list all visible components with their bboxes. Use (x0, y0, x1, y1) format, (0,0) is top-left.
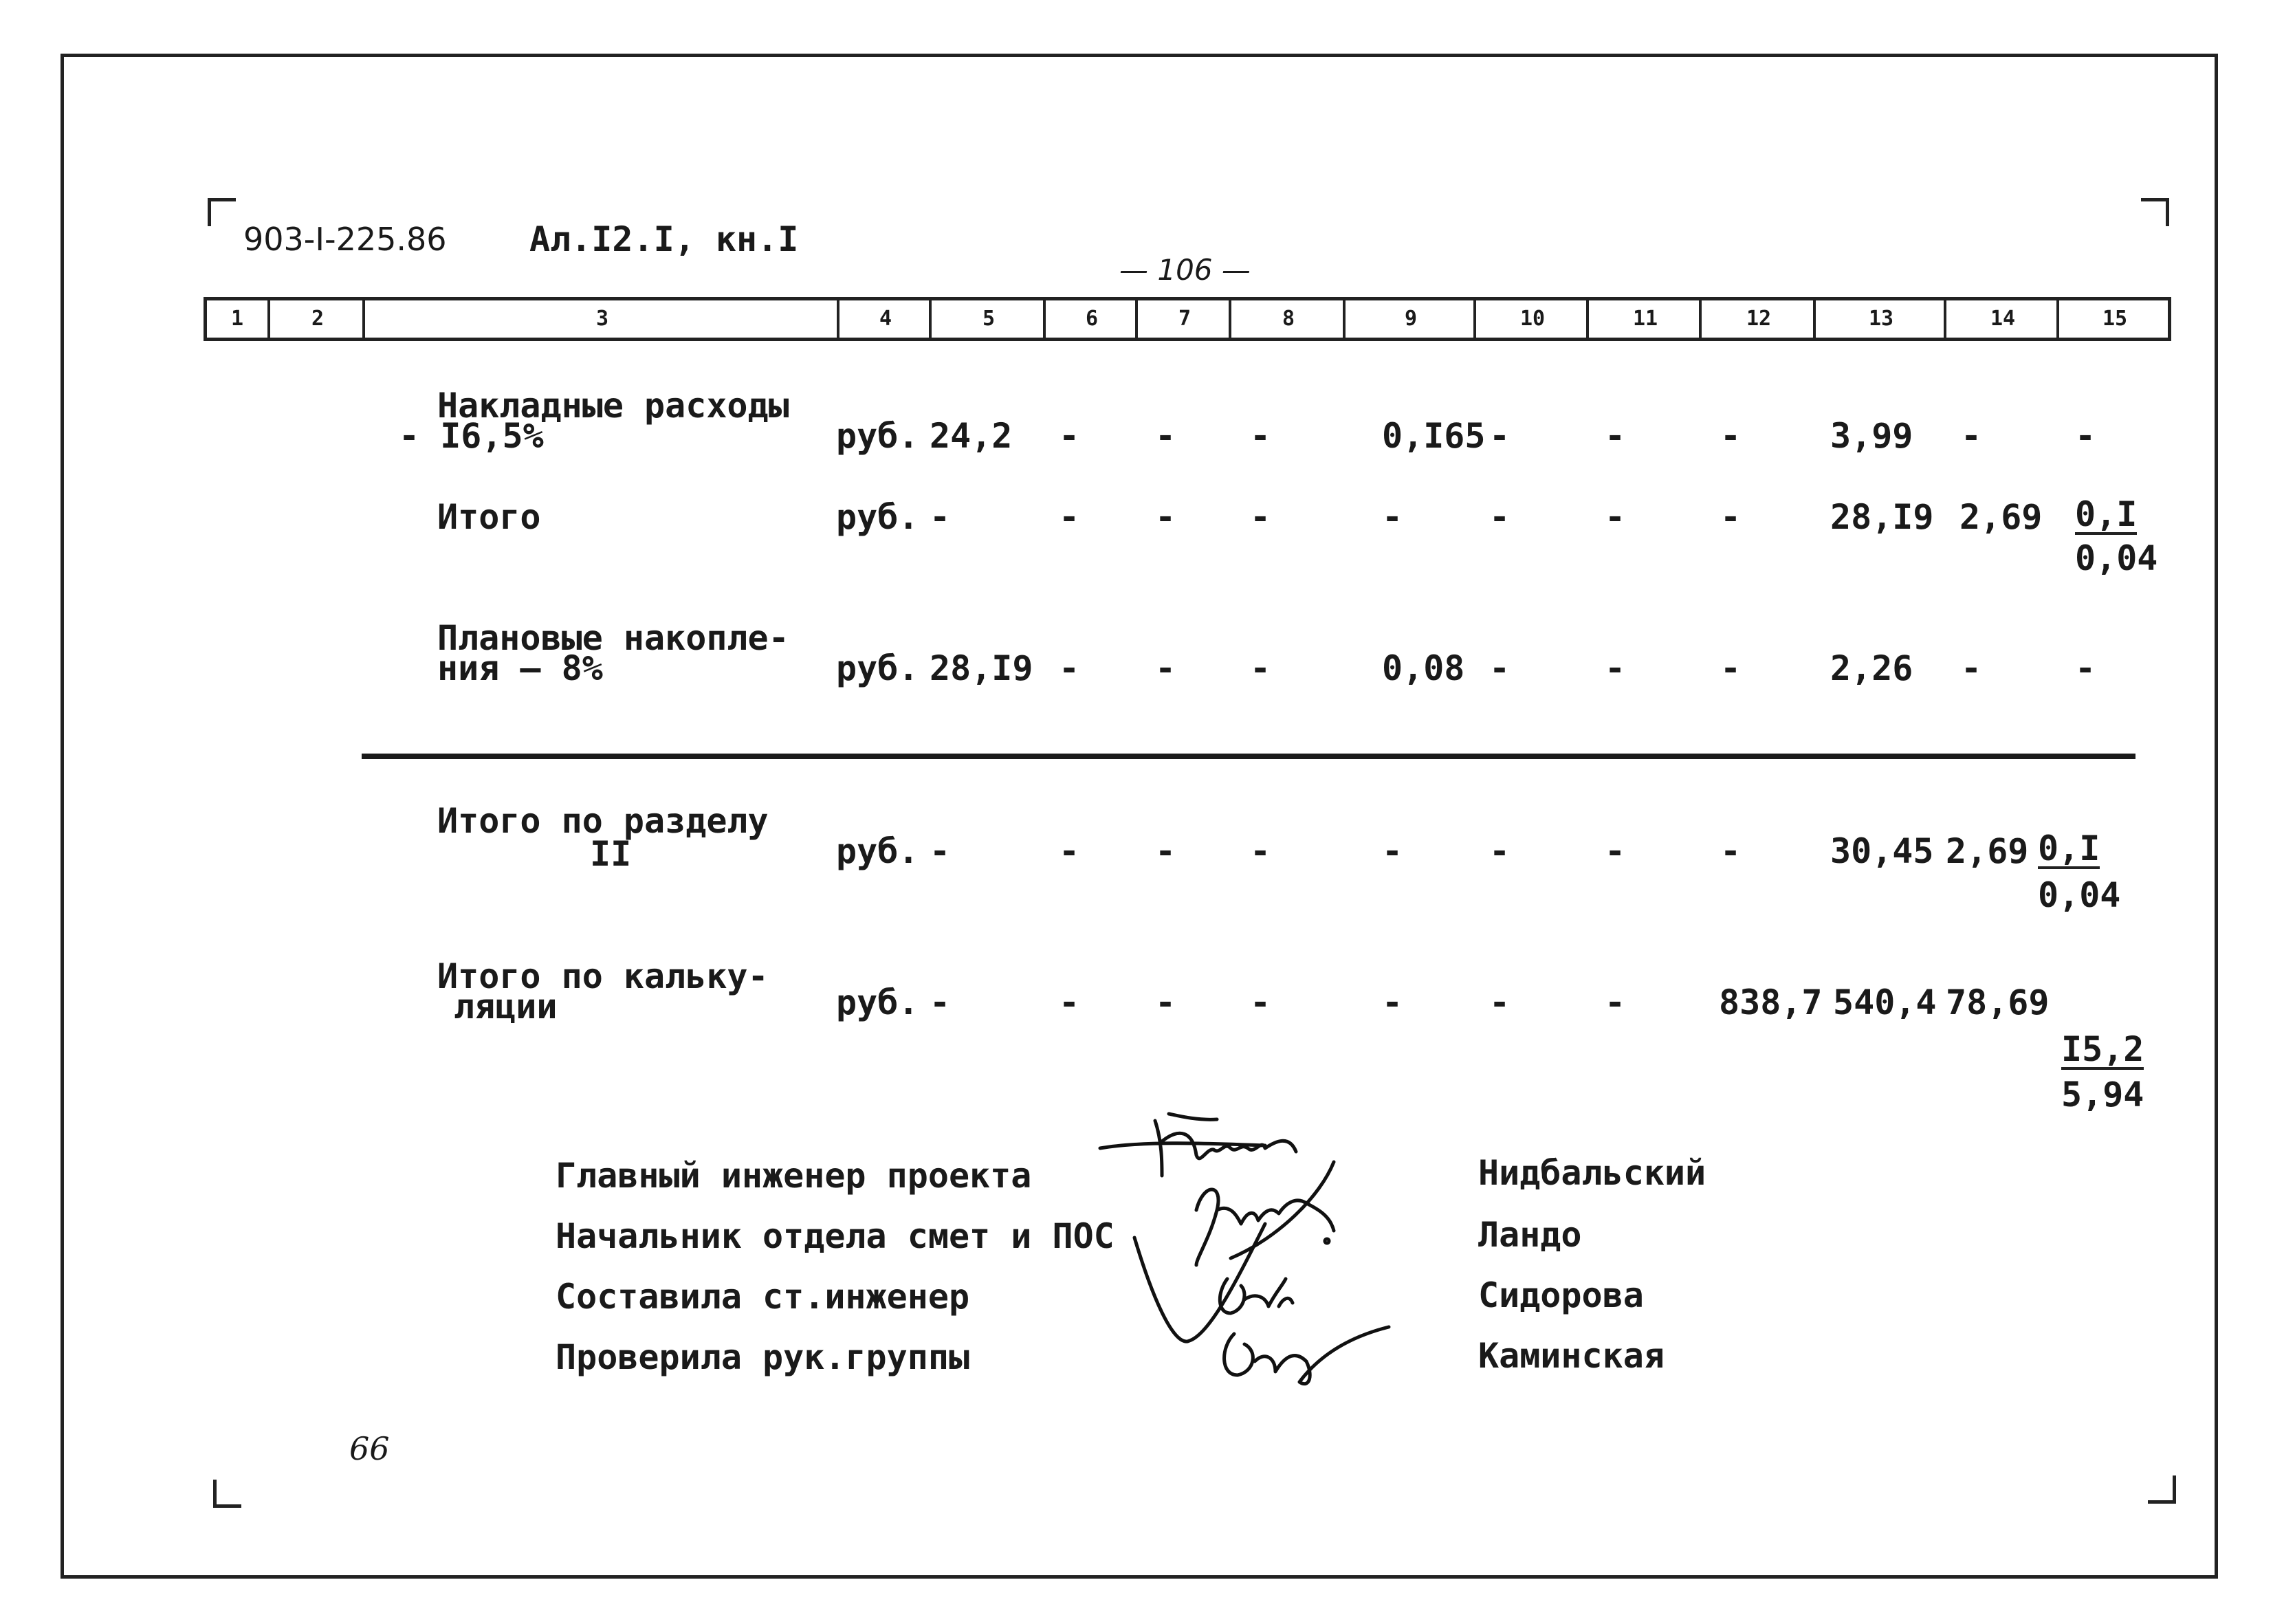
cell-col13: 30,45 (1830, 831, 1934, 871)
cell-col8: - (1250, 831, 1271, 871)
fraction-bottom: 5,94 (2061, 1075, 2144, 1115)
page-footer-mark: 66 (349, 1430, 390, 1467)
cell-col14: 2,69 (1959, 497, 2043, 537)
cell-col11: - (1605, 416, 1626, 456)
cell-col15: - (2075, 648, 2096, 688)
row-label: Итого по разделу (437, 801, 769, 841)
cell-col5: - (930, 831, 951, 871)
signature-role: Главный инженер проекта (556, 1156, 1032, 1196)
signature-name: Ландо (1478, 1215, 1582, 1255)
row-label: Итого (437, 497, 541, 537)
col-header-9: 9 (1343, 300, 1476, 338)
corner-mark-bl (213, 1480, 241, 1508)
unit-cell: руб. (836, 983, 919, 1022)
cell-col8: - (1250, 648, 1271, 688)
cell-col14: 2,69 (1946, 831, 2029, 871)
cell-col11: - (1605, 983, 1626, 1022)
col-header-1: 1 (230, 307, 244, 331)
cell-col6: - (1059, 831, 1080, 871)
cell-col9: 0,08 (1382, 648, 1465, 688)
cell-col8: - (1250, 497, 1271, 537)
cell-col7: - (1155, 983, 1176, 1022)
unit-cell: руб. (836, 831, 919, 871)
col-header-15: 15 (2056, 300, 2171, 338)
cell-col9: - (1382, 983, 1403, 1022)
row-label: Плановые накопле- (437, 618, 789, 658)
cell-col13: 540,4 (1833, 983, 1937, 1022)
col-header-8: 8 (1229, 300, 1346, 338)
col-header-4: 4 (837, 300, 932, 338)
cell-col10: - (1489, 983, 1511, 1022)
fraction-bottom: 0,04 (2075, 538, 2158, 578)
page-number: — 106 — (1119, 253, 1251, 287)
cell-col6: - (1059, 648, 1080, 688)
cell-col10: - (1489, 497, 1511, 537)
doc-code: 903-I-225.86 (243, 221, 447, 258)
album-ref: Ал.I2.I, кн.I (529, 219, 799, 259)
cell-col10: - (1489, 416, 1511, 456)
col-header-7: 7 (1135, 300, 1231, 338)
col-header-10: 10 (1473, 300, 1589, 338)
fraction-bottom: 0,04 (2038, 875, 2121, 915)
col-header-6: 6 (1043, 300, 1138, 338)
row-label-cont: II (590, 834, 632, 874)
signature-name: Каминская (1478, 1336, 1665, 1376)
cell-col8: - (1250, 983, 1271, 1022)
fraction-top: 0,I (2075, 494, 2138, 534)
signature-role: Начальник отдела смет и ПОС (556, 1216, 1114, 1256)
cell-col12: 838,7 (1719, 983, 1823, 1022)
cell-col7: - (1155, 497, 1176, 537)
cell-col7: - (1155, 648, 1176, 688)
row-label: Накладные расходы (437, 386, 789, 426)
cell-col9: 0,I65 (1382, 416, 1486, 456)
cell-col5: - (930, 497, 951, 537)
cell-col9: - (1382, 831, 1403, 871)
cell-col7: - (1155, 416, 1176, 456)
handwritten-signatures (1059, 1100, 1444, 1403)
cell-col11: - (1605, 648, 1626, 688)
cell-col12: - (1720, 648, 1742, 688)
row-label-cont: ния – 8% (437, 648, 603, 688)
cell-col8: - (1250, 416, 1271, 456)
row-label: Итого по кальку- (437, 956, 769, 996)
cell-col15: - (2075, 416, 2096, 456)
col-header-5: 5 (929, 300, 1046, 338)
cell-col9: - (1382, 497, 1403, 537)
cell-col12: - (1720, 497, 1742, 537)
row-label-cont: - I6,5% (399, 416, 544, 456)
cell-col13: 28,I9 (1830, 497, 1934, 537)
corner-mark-tl (208, 198, 236, 226)
col-header-11: 11 (1586, 300, 1702, 338)
unit-cell: руб. (836, 648, 919, 688)
col-header-2: 2 (267, 300, 365, 338)
cell-col11: - (1605, 831, 1626, 871)
cell-col6: - (1059, 497, 1080, 537)
col-header-3: 3 (362, 300, 839, 338)
unit-cell: руб. (836, 497, 919, 537)
col-header-13: 13 (1813, 300, 1946, 338)
fraction-top: I5,2 (2061, 1029, 2144, 1069)
signature-name: Нидбальский (1478, 1153, 1706, 1193)
corner-mark-br (2148, 1475, 2176, 1504)
cell-col13: 3,99 (1830, 416, 1913, 456)
cell-col5: 24,2 (930, 416, 1013, 456)
cell-col7: - (1155, 831, 1176, 871)
cell-col12: - (1720, 831, 1742, 871)
cell-col5: 28,I9 (930, 648, 1033, 688)
cell-col12: - (1720, 416, 1742, 456)
fraction-top: 0,I (2038, 829, 2100, 868)
cell-col14: - (1961, 416, 1982, 456)
cell-col14: 78,69 (1946, 983, 2050, 1022)
cell-col6: - (1059, 416, 1080, 456)
signature-name: Сидорова (1478, 1275, 1644, 1315)
signature-role: Проверила рук.группы (556, 1337, 970, 1377)
section-divider (362, 754, 2135, 759)
cell-col5: - (930, 983, 951, 1022)
col-header-12: 12 (1699, 300, 1816, 338)
col-header-14: 14 (1944, 300, 2059, 338)
cell-col11: - (1605, 497, 1626, 537)
unit-cell: руб. (836, 416, 919, 456)
cell-col10: - (1489, 831, 1511, 871)
signature-role: Составила ст.инженер (556, 1277, 970, 1317)
cell-col10: - (1489, 648, 1511, 688)
column-number-header (204, 297, 2171, 341)
cell-col13: 2,26 (1830, 648, 1913, 688)
cell-col6: - (1059, 983, 1080, 1022)
row-label-cont: ляции (454, 987, 558, 1027)
corner-mark-tr (2141, 198, 2169, 226)
cell-col14: - (1961, 648, 1982, 688)
